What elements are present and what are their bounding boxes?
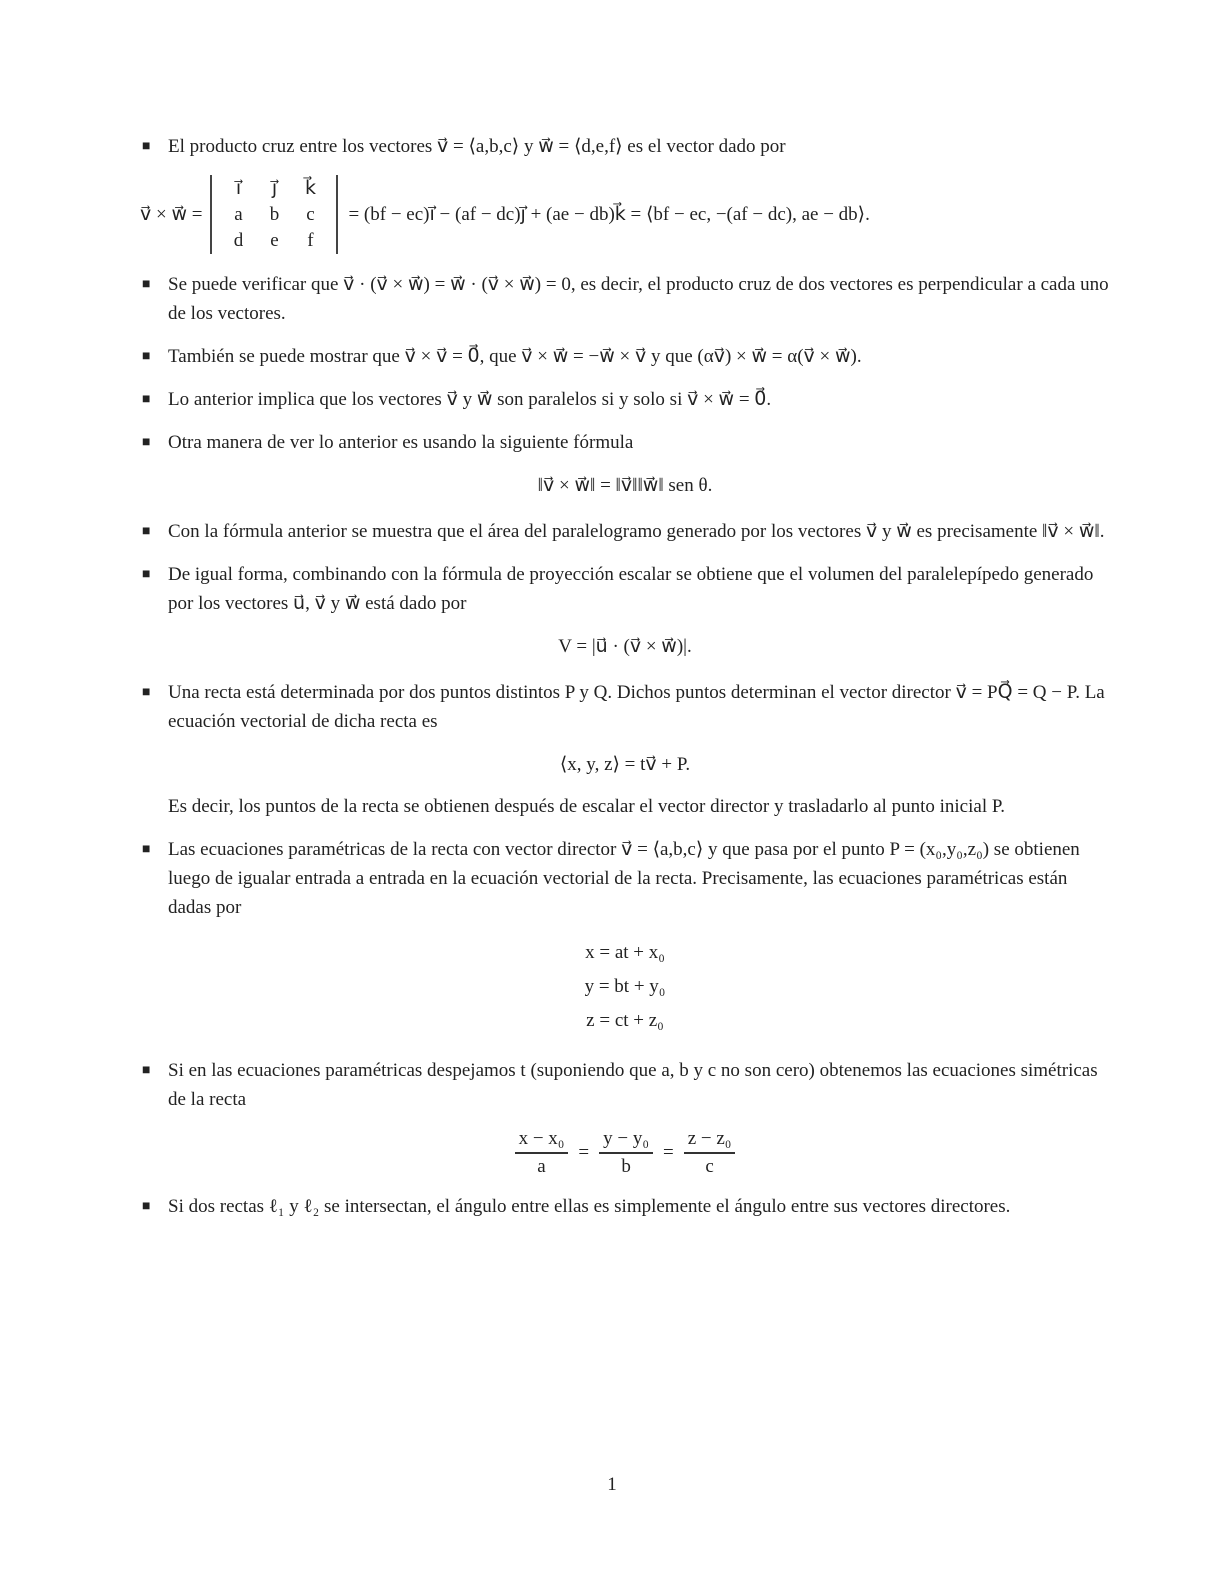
list-item [140,1056,1110,1114]
item-text: Lo anterior implica que los vectores v⃗ y w⃗ son paralelos si y solo si v⃗ × w⃗ = 0⃗. [168,389,772,410]
fraction-numerator: x − x₀ [518,1128,565,1149]
param-y: y = bt + y₀ [584,976,666,997]
cross-product-formula [140,175,1110,254]
bullet-icon: ■ [142,842,151,857]
bullet-icon: ■ [142,349,151,364]
item-text: Con la fórmula anterior se muestra que el área del paralelogramo generado por los vectores v⃗ y w⃗ es precisamente ‖v⃗ × w⃗‖. [168,521,1105,542]
fraction [515,1128,569,1178]
param-x: x = at + x₀ [585,942,665,963]
fraction-bar [684,1152,736,1154]
list-item [140,835,1110,922]
determinant-matrix [210,175,338,254]
list-item [140,270,1110,328]
matrix-cell: j⃗ [271,178,278,199]
bullet-icon: ■ [142,524,151,539]
list-item [140,1192,1110,1221]
matrix-cell: c [306,204,315,225]
item-text: Otra manera de ver lo anterior es usando la siguiente fórmula [168,432,634,453]
line-formula: ⟨x, y, z⟩ = tv⃗ + P. [559,754,691,775]
fraction [599,1128,653,1178]
cross-lhs: v⃗ × w⃗ = [140,204,203,225]
parametric-equations [140,936,1110,1038]
matrix-cell: i⃗ [235,178,242,199]
matrix-cell: f [307,230,314,251]
bullet-icon: ■ [142,139,151,154]
bullet-icon: ■ [142,392,151,407]
equals-sign: = [578,1142,590,1163]
item-text: Una recta está determinada por dos puntos distintos P y Q. Dichos puntos determinan el vector director v⃗ = PQ⃗ = Q − P. La ecuación vectorial de dicha recta es [168,682,1105,732]
equals-sign: = [662,1142,674,1163]
param-z: z = ct + z₀ [586,1010,664,1031]
fraction-bar [515,1152,569,1154]
norm-formula: ‖v⃗ × w⃗‖ = ‖v⃗‖‖w⃗‖ sen θ. [537,475,713,496]
fraction-denominator: c [705,1156,714,1177]
fraction-numerator: y − y₀ [603,1128,649,1149]
cross-rhs: = (bf − ec)i⃗ − (af − dc)j⃗ + (ae − db)k⃗ = ⟨bf − ec, −(af − dc), ae − db⟩. [348,204,870,225]
list-item [140,385,1110,414]
item-text: Si en las ecuaciones paramétricas despejamos t (suponiendo que a, b y c no son cero) obtenemos las ecuaciones simétricas de la recta [168,1060,1098,1110]
item-text: El producto cruz entre los vectores v⃗ = ⟨a,b,c⟩ y w⃗ = ⟨d,e,f⟩ es el vector dado por [168,136,786,157]
matrix-cell: e [270,230,279,251]
fraction-numerator: z − z₀ [687,1128,732,1149]
matrix-cell: a [234,204,243,225]
matrix-cell: b [269,204,280,225]
line-note: Es decir, los puntos de la recta se obtienen después de escalar el vector director y trasladarlo al punto inicial P. [168,796,1006,817]
bullet-icon: ■ [142,1199,151,1214]
item-text: Si dos rectas ℓ₁ y ℓ₂ se intersectan, el ángulo entre ellas es simplemente el ángulo entre sus vectores directores. [168,1196,1011,1217]
matrix-cell: k⃗ [304,178,316,199]
matrix-cell: d [233,230,244,251]
bullet-icon: ■ [142,277,151,292]
fraction-denominator: a [537,1156,546,1177]
list-item [140,560,1110,618]
item-text: Las ecuaciones paramétricas de la recta con vector director v⃗ = ⟨a,b,c⟩ y que pasa por el punto P = (x₀,y₀,z₀) se obtienen luego de igualar entrada a entrada en la ecuación vectorial de la recta. Precisamente, las ecuaciones paramétricas están dadas por [168,839,1080,918]
volume-formula: V = |u⃗ · (v⃗ × w⃗)|. [558,636,692,657]
list-item [140,132,1110,161]
bullet-icon: ■ [142,567,151,582]
fraction-denominator: b [621,1156,631,1177]
bullet-icon: ■ [142,435,151,450]
document-page [140,132,1110,1235]
item-text: Se puede verificar que v⃗ · (v⃗ × w⃗) = w⃗ · (v⃗ × w⃗) = 0, es decir, el producto cruz de dos vectores es perpendicular a cada uno de los vectores. [168,274,1109,324]
item-text: También se puede mostrar que v⃗ × v⃗ = 0⃗, que v⃗ × w⃗ = −w⃗ × v⃗ y que (αv⃗) × w⃗ = α(v⃗ × w⃗). [168,346,862,367]
list-item [140,678,1110,736]
bullet-icon: ■ [142,685,151,700]
symmetric-equations [140,1128,1110,1178]
list-item [140,342,1110,371]
list-item [140,517,1110,546]
list-item [140,428,1110,457]
bullet-icon: ■ [142,1063,151,1078]
item-text: De igual forma, combinando con la fórmula de proyección escalar se obtiene que el volumen del paralelepípedo generado por los vectores u⃗, v⃗ y w⃗ está dado por [168,564,1094,614]
fraction [684,1128,736,1178]
page-number: 1 [607,1474,617,1495]
fraction-bar [599,1152,653,1154]
